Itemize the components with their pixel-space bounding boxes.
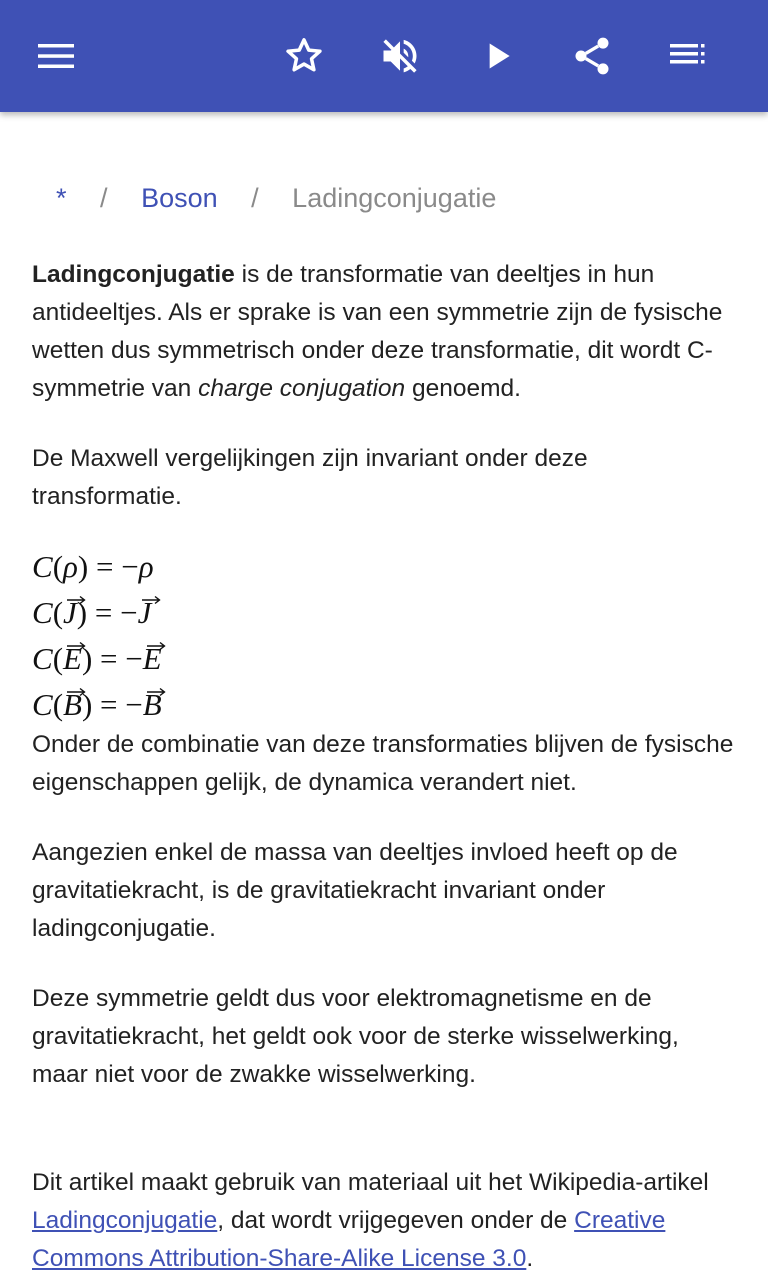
play-icon (478, 36, 518, 76)
license-link[interactable]: Creative Commons Attribution-Share-Alike License 3.0 (32, 1207, 666, 1272)
attribution-footer (32, 1164, 736, 1278)
menu-button[interactable] (22, 22, 90, 90)
equation-e: C(E ) = −E (32, 636, 736, 682)
vector-arrow-icon (66, 641, 86, 651)
vector-arrow-icon (66, 687, 86, 697)
vector-symbol: J (138, 590, 152, 636)
breadcrumb (56, 182, 496, 214)
vector-arrow-icon (141, 595, 161, 605)
vector-symbol: E (63, 636, 82, 682)
paragraph-gravity: Aangezien enkel de massa van deeltjes invloed heeft op de gravitatiekracht, is de gravitatiekracht invariant onder ladingconjugatie. (32, 839, 678, 942)
intro-text-end: genoemd. (405, 375, 521, 402)
intro-italic: charge conjugation (198, 375, 406, 402)
contents-button[interactable] (654, 22, 722, 90)
vector-arrow-icon (146, 641, 166, 651)
equations-block (32, 544, 736, 728)
share-button[interactable] (558, 22, 626, 90)
intro-text: is de transformatie van deeltjes in hun antideeltjes. Als er sprake is van een symmetrie zijn de fysische wetten dus symmetrisch onder deze transformatie, dit wordt C-symmetrie van (32, 261, 723, 402)
equation-rho-text: C(ρ) = −ρ (32, 549, 154, 584)
wikipedia-article-link[interactable]: Ladingconjugatie (32, 1207, 218, 1234)
app-bar (0, 0, 768, 112)
star-icon (282, 34, 326, 78)
playlist-icon (668, 36, 708, 76)
equation-j: C(J ) = −J (32, 590, 736, 636)
paragraph-combination: Onder de combinatie van deze transformaties blijven de fysische eigenschappen gelijk, de dynamica verandert niet. (32, 731, 734, 796)
vector-symbol: J (63, 590, 77, 636)
attribution-text: Dit artikel maakt gebruik van materiaal uit het Wikipedia-artikel (32, 1169, 709, 1196)
vector-symbol: B (143, 682, 162, 728)
menu-icon (36, 36, 76, 76)
vector-symbol: E (143, 636, 162, 682)
equation-rho (32, 544, 736, 590)
article-title-bold: Ladingconjugatie (32, 261, 235, 288)
breadcrumb-root[interactable]: * (56, 183, 67, 213)
favorite-button[interactable] (270, 22, 338, 90)
paragraph-symmetry: Deze symmetrie geldt dus voor elektromagnetisme en de gravitatiekracht, het geldt ook voor de sterke wisselwerking, maar niet voor de zwakke wisselwerking. (32, 985, 679, 1088)
breadcrumb-current: Ladingconjugatie (292, 183, 497, 213)
paragraph-intro (32, 256, 736, 408)
breadcrumb-separator: / (100, 183, 108, 213)
vector-arrow-icon (66, 595, 86, 605)
vector-symbol: B (63, 682, 82, 728)
mute-button[interactable] (366, 22, 434, 90)
breadcrumb-separator: / (251, 183, 259, 213)
share-icon (570, 34, 614, 78)
vector-arrow-icon (146, 687, 166, 697)
attribution-text: , dat wordt vrijgegeven onder de (217, 1207, 575, 1234)
breadcrumb-parent[interactable]: Boson (141, 183, 218, 213)
volume-off-icon (378, 34, 422, 78)
paragraph-maxwell: De Maxwell vergelijkingen zijn invariant onder deze transformatie. (32, 445, 588, 510)
play-button[interactable] (464, 22, 532, 90)
attribution-text: . (526, 1245, 534, 1272)
equation-b: C(B ) = −B (32, 682, 736, 728)
